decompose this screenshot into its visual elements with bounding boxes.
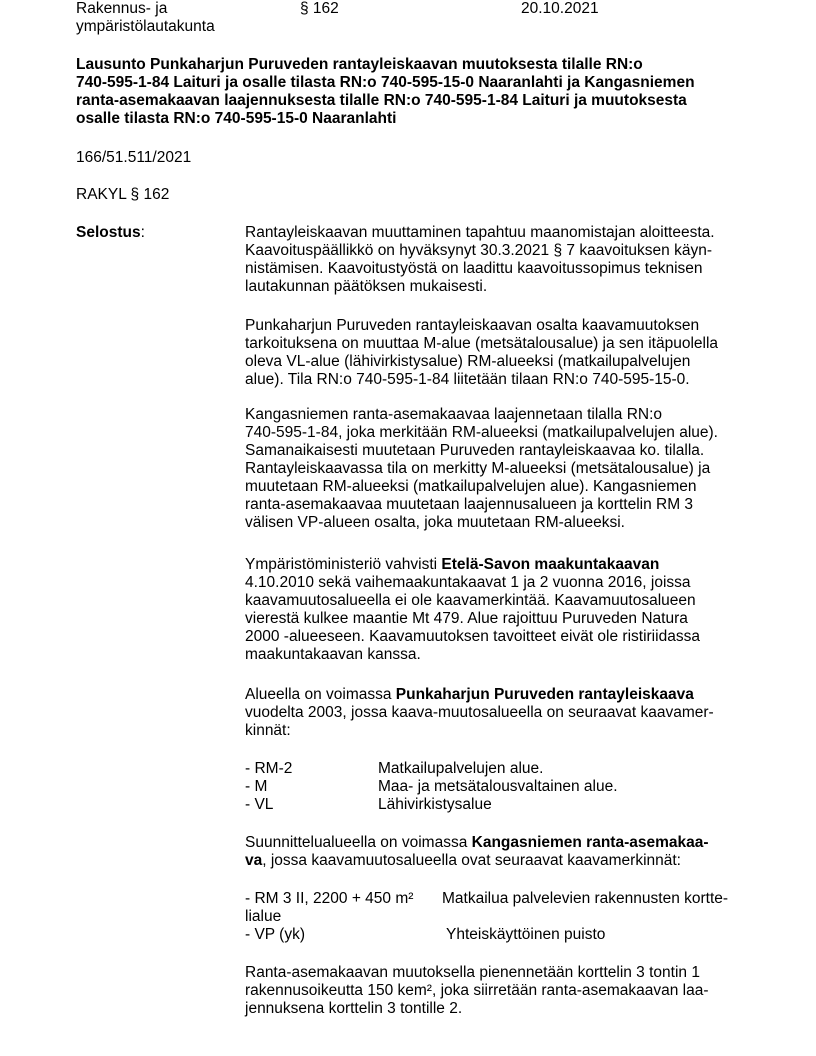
list-item-code: - M [245, 778, 268, 795]
text-line: rakennusoikeutta 150 kem², joka siirretään ranta-asemakaavan laa- [245, 982, 709, 999]
text-line: vierestä kulkee maantie Mt 479. Alue rajoittuu Puruveden Natura [245, 610, 688, 627]
plan-marking-list-2 [245, 890, 765, 944]
text-span: Alueella on voimassa [245, 686, 396, 703]
text-line [245, 852, 709, 870]
text-span: , jossa kaavamuutosalueella ovat seuraavat kaavamerkinnät: [262, 852, 681, 869]
text-line: 740-595-1-84, joka merkitään RM-alueeksi (matkailupalvelujen alue). [245, 424, 718, 441]
paragraph-5 [245, 686, 714, 740]
bold-reference: va [245, 852, 263, 869]
paragraph-6 [245, 834, 709, 870]
rakyl-reference: RAKYL § 162 [76, 186, 170, 203]
text-line: Kangasniemen ranta-asemakaavaa laajennetaan tilalla RN:o [245, 406, 663, 423]
text-line: maakuntakaavan kanssa. [245, 646, 421, 663]
list-item [245, 890, 765, 908]
document-title [76, 56, 756, 128]
text-line: Punkaharjun Puruveden rantayleiskaavan osalta kaavamuutoksen [245, 317, 700, 334]
paragraph-4 [245, 556, 700, 664]
list-item-desc-cont: lialue [245, 908, 282, 925]
paragraph-1 [245, 224, 715, 296]
plan-marking-list-1 [245, 760, 765, 814]
text-line: kaavamuutosalueella ei ole kaavamerkintää. Kaavamuutosalueen [245, 592, 696, 609]
list-item [245, 796, 765, 814]
header-section: § 162 [300, 0, 339, 17]
text-line [245, 686, 714, 704]
text-line: 4.10.2010 sekä vaihemaakuntakaavat 1 ja 2 vuonna 2016, joissa [245, 574, 691, 591]
text-line: jennuksena korttelin 3 tontille 2. [245, 1000, 463, 1017]
text-line: lautakunnan päätöksen mukaisesti. [245, 278, 488, 295]
title-line: osalle tilasta RN:o 740-595-15-0 Naaranlahti [76, 110, 397, 127]
text-span: Suunnittelualueella on voimassa [245, 834, 472, 851]
text-line: muutetaan RM-alueeksi (matkailupalvelujen alue). Kangasniemen [245, 478, 697, 495]
text-line: Kaavoituspäällikkö on hyväksynyt 30.3.2021 § 7 kaavoituksen käyn- [245, 242, 713, 259]
header-org-line2: ympäristölautakunta [76, 18, 215, 35]
selostus-label-text: Selostus [76, 224, 141, 241]
bold-reference: Kangasniemen ranta-asemakaa- [471, 834, 709, 851]
text-line: alue). Tila RN:o 740-595-1-84 liitetään tilaan RN:o 740-595-15-0. [245, 371, 690, 388]
header-org-line1: Rakennus- ja [76, 0, 168, 17]
text-line: Samanaikaisesti muutetaan Puruveden rantayleiskaavaa ko. tilalla. [245, 442, 705, 459]
title-line: ranta-asemakaavan laajennuksesta tilalle RN:o 740-595-1-84 Laituri ja muutoksesta [76, 92, 687, 109]
list-item [245, 760, 765, 778]
paragraph-3 [245, 406, 718, 532]
text-line [245, 556, 700, 574]
list-item-desc: Matkailua palvelevien rakennusten kortte- [442, 890, 729, 907]
text-line: 2000 -alueeseen. Kaavamuutoksen tavoitteet eivät ole ristiriidassa [245, 628, 700, 645]
list-item-desc: Lähivirkistysalue [378, 796, 492, 813]
bold-reference: Punkaharjun Puruveden rantayleiskaava [395, 686, 694, 703]
paragraph-7 [245, 964, 709, 1018]
list-item-code: - VP (yk) [245, 926, 305, 943]
list-item-code: - RM-2 [245, 760, 293, 777]
text-line: välisen VP-alueen osalta, joka muutetaan RM-alueeksi. [245, 514, 625, 531]
selostus-colon: : [140, 224, 145, 241]
selostus-label [76, 224, 145, 242]
list-item [245, 926, 765, 944]
text-line: tarkoituksena on muuttaa M-alue (metsätalousalue) ja sen itäpuolella [245, 335, 719, 352]
list-item-continuation [245, 908, 765, 926]
text-line [245, 834, 709, 852]
text-line: Ranta-asemakaavan muutoksella pienennetään korttelin 3 tontin 1 [245, 964, 700, 981]
bold-reference: Etelä-Savon maakuntakaavan [441, 556, 660, 573]
text-line: vuodelta 2003, jossa kaava-muutosalueella on seuraavat kaavamer- [245, 704, 714, 721]
header-date: 20.10.2021 [521, 0, 599, 17]
list-item-desc: Yhteiskäyttöinen puisto [446, 926, 606, 943]
text-line: ranta-asemakaavaa muutetaan laajennusalueen ja korttelin RM 3 [245, 496, 694, 513]
text-line: Rantayleiskaavan muuttaminen tapahtuu maanomistajan aloitteesta. [245, 224, 715, 241]
title-line: 740-595-1-84 Laituri ja osalle tilasta RN:o 740-595-15-0 Naaranlahti ja Kangasniemen [76, 74, 695, 91]
text-line: Rantayleiskaavassa tila on merkitty M-alueeksi (metsätalousalue) ja [245, 460, 711, 477]
title-line: Lausunto Punkaharjun Puruveden rantayleiskaavan muutoksesta tilalle RN:o [76, 56, 643, 73]
text-line: nistämisen. Kaavoitustyöstä on laadittu kaavoitussopimus teknisen [245, 260, 703, 277]
list-item-desc: Matkailupalvelujen alue. [378, 760, 544, 777]
text-line: oleva VL-alue (lähivirkistysalue) RM-alueeksi (matkailupalvelujen [245, 353, 691, 370]
text-line: kinnät: [245, 722, 291, 739]
list-item [245, 778, 765, 796]
list-item-desc: Maa- ja metsätalousvaltainen alue. [378, 778, 618, 795]
paragraph-2 [245, 317, 718, 389]
diary-number: 166/51.511/2021 [76, 149, 192, 166]
list-item-code: - RM 3 II, 2200 + 450 m² [245, 890, 414, 907]
list-item-code: - VL [245, 796, 274, 813]
header-organization [76, 0, 215, 36]
text-span: Ympäristöministeriö vahvisti [245, 556, 442, 573]
